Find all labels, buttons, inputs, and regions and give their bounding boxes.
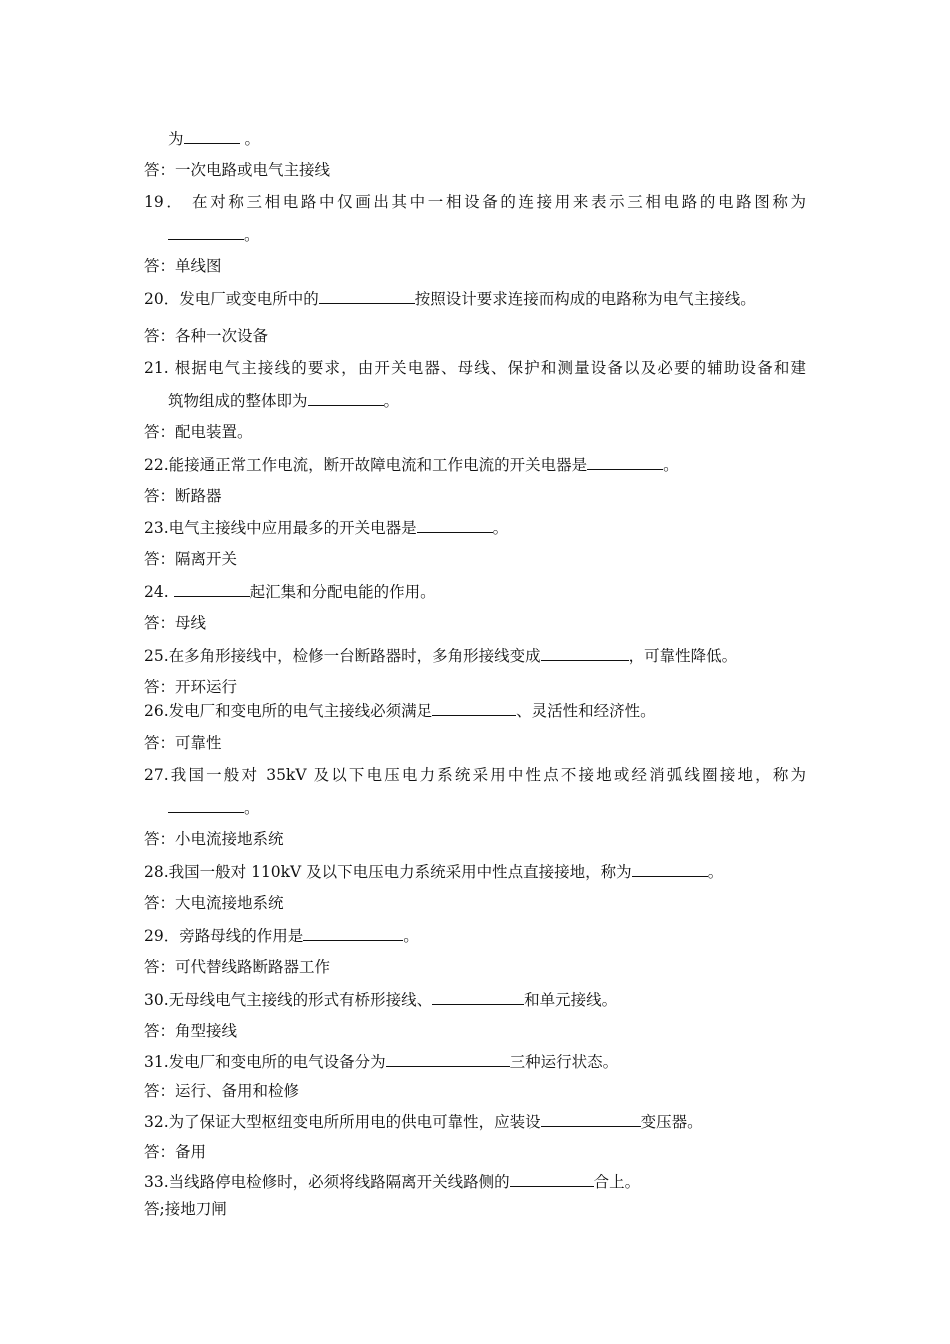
fill-blank: [184, 128, 240, 144]
question-24: 24. 起汇集和分配电能的作用。: [144, 583, 436, 601]
question-27-line2: 。: [168, 797, 260, 818]
question-31: 31.发电厂和变电所的电气设备分为 三种运行状态。: [144, 1053, 619, 1071]
answer-33: 答;接地刀闸: [144, 1200, 227, 1218]
answer-20: 答：各种一次设备: [144, 327, 269, 345]
fill-blank: [174, 581, 250, 597]
answer-19: 答：单线图: [144, 257, 222, 275]
answer-21: 答：配电装置。: [144, 423, 253, 441]
answer-30: 答：角型接线: [144, 1022, 238, 1040]
fill-blank: [386, 1051, 510, 1067]
question-27-line1: 27.我国一般对 35kV 及以下电压电力系统采用中性点不接地或经消弧线圈接地，称为: [144, 766, 806, 784]
answer-28: 答：大电流接地系统: [144, 894, 284, 912]
question-20: 20．发电厂或变电所中的 按照设计要求连接而构成的电路称为电气主接线。: [144, 290, 756, 308]
fill-blank: [417, 517, 493, 533]
question-28: 28.我国一般对 110kV 及以下电压电力系统采用中性点直接接地，称为 。: [144, 863, 724, 881]
question-32: 32.为了保证大型枢纽变电所所用电的供电可靠性，应装设 变压器。: [144, 1113, 703, 1131]
fill-blank: [303, 925, 403, 941]
question-22: 22.能接通正常工作电流，断开故障电流和工作电流的开关电器是 。: [144, 456, 679, 474]
answer-27: 答：小电流接地系统: [144, 830, 284, 848]
fill-blank: [541, 645, 629, 661]
fill-blank: [308, 390, 384, 406]
question-26: 26.发电厂和变电所的电气主接线必须满足 、灵活性和经济性。: [144, 702, 656, 720]
question-25: 25.在多角形接线中，检修一台断路器时，多角形接线变成 ，可靠性降低。: [144, 647, 738, 665]
question-30: 30.无母线电气主接线的形式有桥形接线、 和单元接线。: [144, 991, 618, 1009]
answer-32: 答：备用: [144, 1143, 207, 1161]
fill-blank: [432, 700, 516, 716]
fill-blank: [632, 861, 708, 877]
answer-25: 答：开环运行: [144, 678, 238, 696]
fill-blank: [541, 1111, 641, 1127]
fill-blank: [168, 797, 244, 813]
answer-26: 答：可靠性: [144, 734, 222, 752]
answer-29: 答：可代替线路断路器工作: [144, 958, 331, 976]
question-23: 23.电气主接线中应用最多的开关电器是 。: [144, 519, 509, 537]
question-33: 33.当线路停电检修时，必须将线路隔离开关线路侧的 合上。: [144, 1173, 641, 1191]
answer-31: 答：运行、备用和检修: [144, 1082, 300, 1100]
answer-23: 答：隔离开关: [144, 550, 238, 568]
fill-blank: [168, 224, 244, 240]
question-19-line1: 19． 在对称三相电路中仅画出其中一相设备的连接用来表示三相电路的电路图称为: [144, 193, 806, 211]
answer-24: 答：母线: [144, 614, 207, 632]
fill-blank: [510, 1171, 594, 1187]
fill-blank: [432, 989, 524, 1005]
answer-18: 答：一次电路或电气主接线: [144, 161, 331, 179]
fill-blank: [587, 454, 663, 470]
question-29: 29．旁路母线的作用是 。: [144, 927, 419, 945]
fill-blank: [319, 288, 415, 304]
question-21-line2: 筑物组成的整体即为 。: [168, 392, 400, 410]
question-19-line2: 。: [168, 224, 260, 245]
answer-22: 答：断路器: [144, 487, 222, 505]
question-21-line1: 21. 根据电气主接线的要求，由开关电器、母线、保护和测量设备以及必要的辅助设备和建: [144, 359, 806, 377]
question-18-tail: 为 。: [168, 130, 260, 148]
